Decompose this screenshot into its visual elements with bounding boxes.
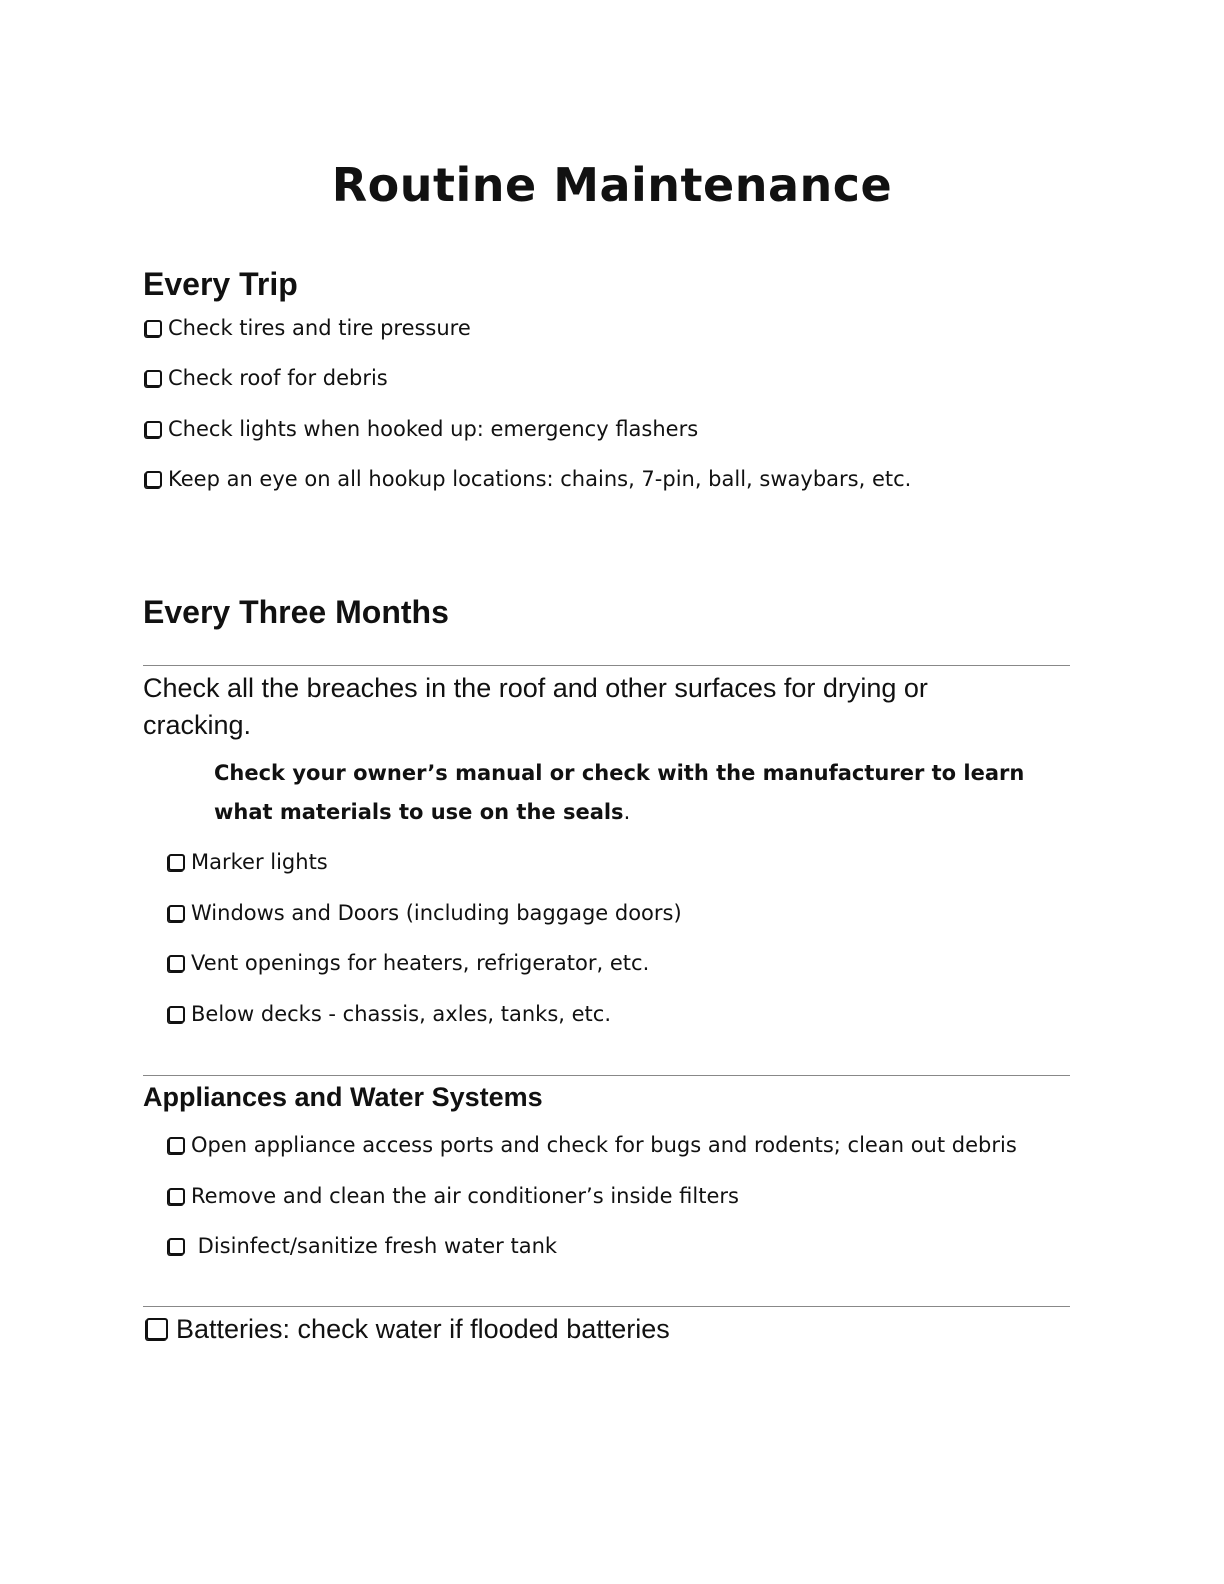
checkbox-icon[interactable] — [168, 1137, 185, 1154]
checkbox-icon[interactable] — [168, 854, 185, 871]
checklist-item[interactable] — [168, 847, 328, 877]
checklist-item[interactable] — [168, 1231, 557, 1261]
page-title: Routine Maintenance — [331, 158, 893, 212]
checklist-item-label: Check lights when hooked up: emergency flashers — [168, 417, 699, 441]
section-divider — [143, 1075, 1070, 1076]
checklist-item-label: Below decks - chassis, axles, tanks, etc. — [191, 1002, 611, 1026]
checklist-item-label: Vent openings for heaters, refrigerator, etc. — [191, 951, 650, 975]
checklist-item-label: Remove and clean the air conditioner’s inside filters — [191, 1184, 739, 1208]
checkbox-icon[interactable] — [168, 1006, 185, 1023]
checklist-item[interactable] — [168, 999, 611, 1029]
every-trip-heading: Every Trip — [143, 266, 298, 302]
checklist-item[interactable] — [145, 363, 388, 393]
checkbox-icon[interactable] — [145, 320, 162, 337]
checklist-item[interactable] — [145, 464, 911, 494]
manufacturer-note-period: . — [623, 800, 631, 824]
breaches-intro: Check all the breaches in the roof and other surfaces for drying or cracking. — [143, 673, 928, 740]
checklist-item[interactable] — [168, 1130, 1017, 1160]
checkbox-icon[interactable] — [145, 471, 162, 488]
checkbox-icon[interactable] — [168, 1188, 185, 1205]
checklist-item[interactable] — [146, 1311, 670, 1347]
checklist-item-label: Check roof for debris — [168, 366, 388, 390]
section-divider — [143, 665, 1070, 666]
checklist-item-label: Check tires and tire pressure — [168, 316, 471, 340]
appliances-heading: Appliances and Water Systems — [143, 1082, 543, 1112]
checklist-item-label: Windows and Doors (including baggage doors) — [191, 901, 682, 925]
checklist-item-label: Disinfect/sanitize fresh water tank — [191, 1234, 558, 1258]
checklist-item-label: Keep an eye on all hookup locations: chains, 7-pin, ball, swaybars, etc. — [168, 467, 912, 491]
checkbox-icon[interactable] — [145, 421, 162, 438]
checkbox-icon[interactable] — [168, 955, 185, 972]
checklist-item[interactable] — [145, 313, 471, 343]
checklist-item[interactable] — [168, 1181, 739, 1211]
checklist-item-label: Marker lights — [191, 850, 328, 874]
checklist-item-label: Open appliance access ports and check for bugs and rodents; clean out debris — [191, 1133, 1017, 1157]
every-three-months-heading: Every Three Months — [143, 594, 449, 630]
checkbox-icon[interactable] — [146, 1318, 168, 1340]
checkbox-icon[interactable] — [168, 905, 185, 922]
checkbox-icon[interactable] — [168, 1238, 185, 1255]
checklist-item[interactable] — [168, 948, 649, 978]
section-divider — [143, 1306, 1070, 1307]
manufacturer-note-text: Check your owner’s manual or check with the manufacturer to learn what materials to use on the seals — [214, 761, 1025, 824]
checkbox-icon[interactable] — [145, 370, 162, 387]
checklist-item[interactable] — [145, 414, 698, 444]
checklist-item[interactable] — [168, 898, 682, 928]
manufacturer-note — [214, 754, 1074, 832]
checklist-item-label: Batteries: check water if flooded batteries — [176, 1313, 670, 1344]
